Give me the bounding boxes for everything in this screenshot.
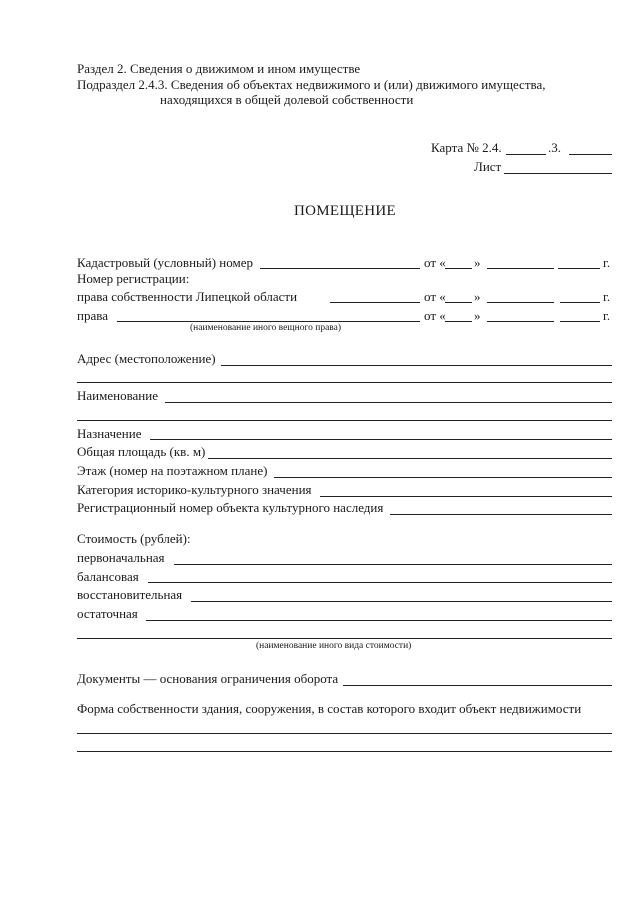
purpose-field[interactable] — [150, 439, 612, 440]
card-number-field[interactable] — [506, 154, 546, 155]
from-label: от « — [424, 255, 446, 270]
subsection-heading: Подраздел 2.4.3. Сведения об объектах недвижимого и (или) движимого имущества, — [77, 77, 546, 92]
name-field[interactable] — [165, 402, 612, 403]
cost-balance-label: балансовая — [77, 569, 139, 584]
cost-restoration-label: восстановительная — [77, 587, 183, 602]
address-field-line2[interactable] — [77, 382, 612, 383]
floor-label: Этаж (номер на поэтажном плане) — [77, 463, 268, 478]
documents-field[interactable] — [343, 685, 612, 686]
cadastral-month-field[interactable] — [487, 268, 554, 269]
cost-initial-label: первоначальная — [77, 550, 165, 565]
year-suffix: г. — [603, 308, 611, 323]
card-mid: .3. — [548, 140, 561, 155]
cost-other-caption: (наименование иного вида стоимости) — [256, 641, 412, 651]
page-title: ПОМЕЩЕНИЕ — [294, 203, 396, 219]
right-label: права — [77, 308, 108, 323]
category-label: Категория историко-культурного значения — [77, 482, 312, 497]
address-field[interactable] — [221, 365, 612, 366]
sheet-label: Лист — [474, 159, 502, 174]
from-label: от « — [424, 289, 446, 304]
ownership-day-field[interactable] — [445, 302, 472, 303]
cost-residual-field[interactable] — [146, 620, 612, 621]
address-label: Адрес (местоположение) — [77, 351, 216, 366]
ownership-year-field[interactable] — [560, 302, 600, 303]
cadastral-label: Кадастровый (условный) номер — [77, 255, 254, 270]
right-year-field[interactable] — [560, 321, 600, 322]
cost-restoration-field[interactable] — [191, 601, 612, 602]
ownership-month-field[interactable] — [487, 302, 554, 303]
purpose-label: Назначение — [77, 426, 142, 441]
area-label: Общая площадь (кв. м) — [77, 444, 206, 459]
quote-close: » — [474, 308, 481, 323]
cost-balance-field[interactable] — [148, 582, 612, 583]
right-day-field[interactable] — [445, 321, 472, 322]
floor-field[interactable] — [274, 477, 612, 478]
year-suffix: г. — [603, 255, 611, 270]
category-field[interactable] — [320, 496, 612, 497]
cost-other-field[interactable] — [77, 638, 612, 639]
ownership-form-label: Форма собственности здания, сооружения, в состав которого входит объект недвижимости — [77, 701, 582, 716]
cadastral-year-field[interactable] — [558, 268, 600, 269]
name-label: Наименование — [77, 388, 158, 403]
right-month-field[interactable] — [487, 321, 554, 322]
other-right-caption: (наименование иного вещного права) — [190, 323, 342, 333]
cost-residual-label: остаточная — [77, 606, 138, 621]
year-suffix: г. — [603, 289, 611, 304]
name-field-line2[interactable] — [77, 420, 612, 421]
ownership-label: права собственности Липецкой области — [77, 289, 298, 304]
card-label: Карта № 2.4. — [431, 140, 502, 155]
from-label: от « — [424, 308, 446, 323]
quote-close: » — [474, 289, 481, 304]
cost-heading: Стоимость (рублей): — [77, 531, 191, 546]
subsection-heading-cont: находящихся в общей долевой собственности — [160, 92, 414, 107]
sheet-field[interactable] — [504, 173, 612, 174]
ownership-form-field-line2[interactable] — [77, 751, 612, 752]
heritage-reg-field[interactable] — [390, 514, 612, 515]
reg-label: Номер регистрации: — [77, 271, 190, 286]
section-heading: Раздел 2. Сведения о движимом и ином имуществе — [77, 61, 361, 76]
card-subnumber-field[interactable] — [569, 154, 612, 155]
cost-initial-field[interactable] — [174, 564, 612, 565]
quote-close: » — [474, 255, 481, 270]
cadastral-day-field[interactable] — [445, 268, 472, 269]
other-right-field[interactable] — [117, 321, 420, 322]
cadastral-number-field[interactable] — [260, 268, 420, 269]
ownership-form-field[interactable] — [77, 733, 612, 734]
ownership-reg-field[interactable] — [330, 302, 420, 303]
heritage-reg-label: Регистрационный номер объекта культурного наследия — [77, 500, 384, 515]
documents-label: Документы — основания ограничения оборота — [77, 671, 339, 686]
area-field[interactable] — [208, 458, 612, 459]
